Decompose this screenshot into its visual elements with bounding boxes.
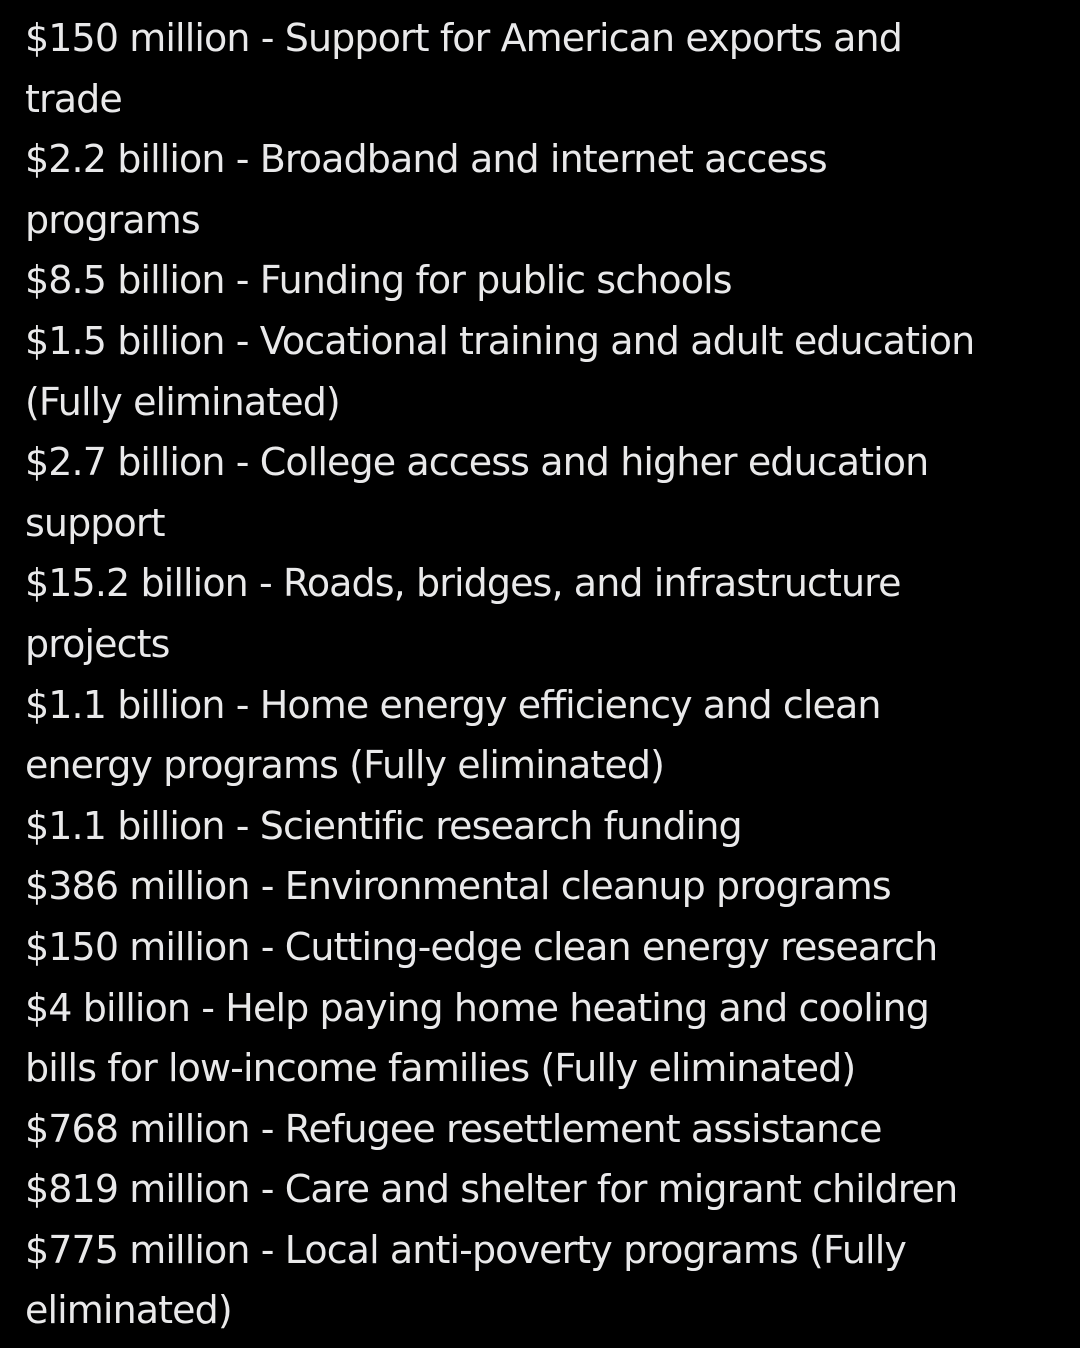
text-line: bills for low-income families (Fully eliminated) xyxy=(25,1046,856,1091)
text-line: $386 million - Environmental cleanup programs xyxy=(25,864,891,909)
text-line: $150 million - Cutting-edge clean energy research xyxy=(25,924,938,969)
text-line: $775 million - Local anti-poverty programs (Fully xyxy=(25,1227,906,1272)
text-line: eliminated) xyxy=(25,1288,232,1333)
text-line: support xyxy=(25,500,165,545)
text-line: $1.1 billion - Home energy efficiency and clean xyxy=(25,682,881,727)
text-line: $768 million - Refugee resettlement assistance xyxy=(25,1106,882,1151)
text-line: projects xyxy=(25,621,170,666)
text-line: trade xyxy=(25,76,122,121)
text-line: energy programs (Fully eliminated) xyxy=(25,743,665,788)
text-line: $2.2 billion - Broadband and internet access xyxy=(25,137,827,182)
text-line: $819 million - Care and shelter for migrant children xyxy=(25,1167,958,1212)
post-text xyxy=(25,8,1065,1341)
text-line: programs xyxy=(25,197,200,242)
text-line: $8.5 billion - Funding for public schools xyxy=(25,258,732,303)
text-line: $2.7 billion - College access and higher education xyxy=(25,440,929,485)
text-line: $1.5 billion - Vocational training and adult education xyxy=(25,318,975,363)
text-line: $4 billion - Help paying home heating and cooling xyxy=(25,985,929,1030)
text-line: $1.1 billion - Scientific research funding xyxy=(25,803,742,848)
text-line: (Fully eliminated) xyxy=(25,379,340,424)
text-line: $15.2 billion - Roads, bridges, and infrastructure xyxy=(25,561,901,606)
text-line: $150 million - Support for American exports and xyxy=(25,16,902,60)
